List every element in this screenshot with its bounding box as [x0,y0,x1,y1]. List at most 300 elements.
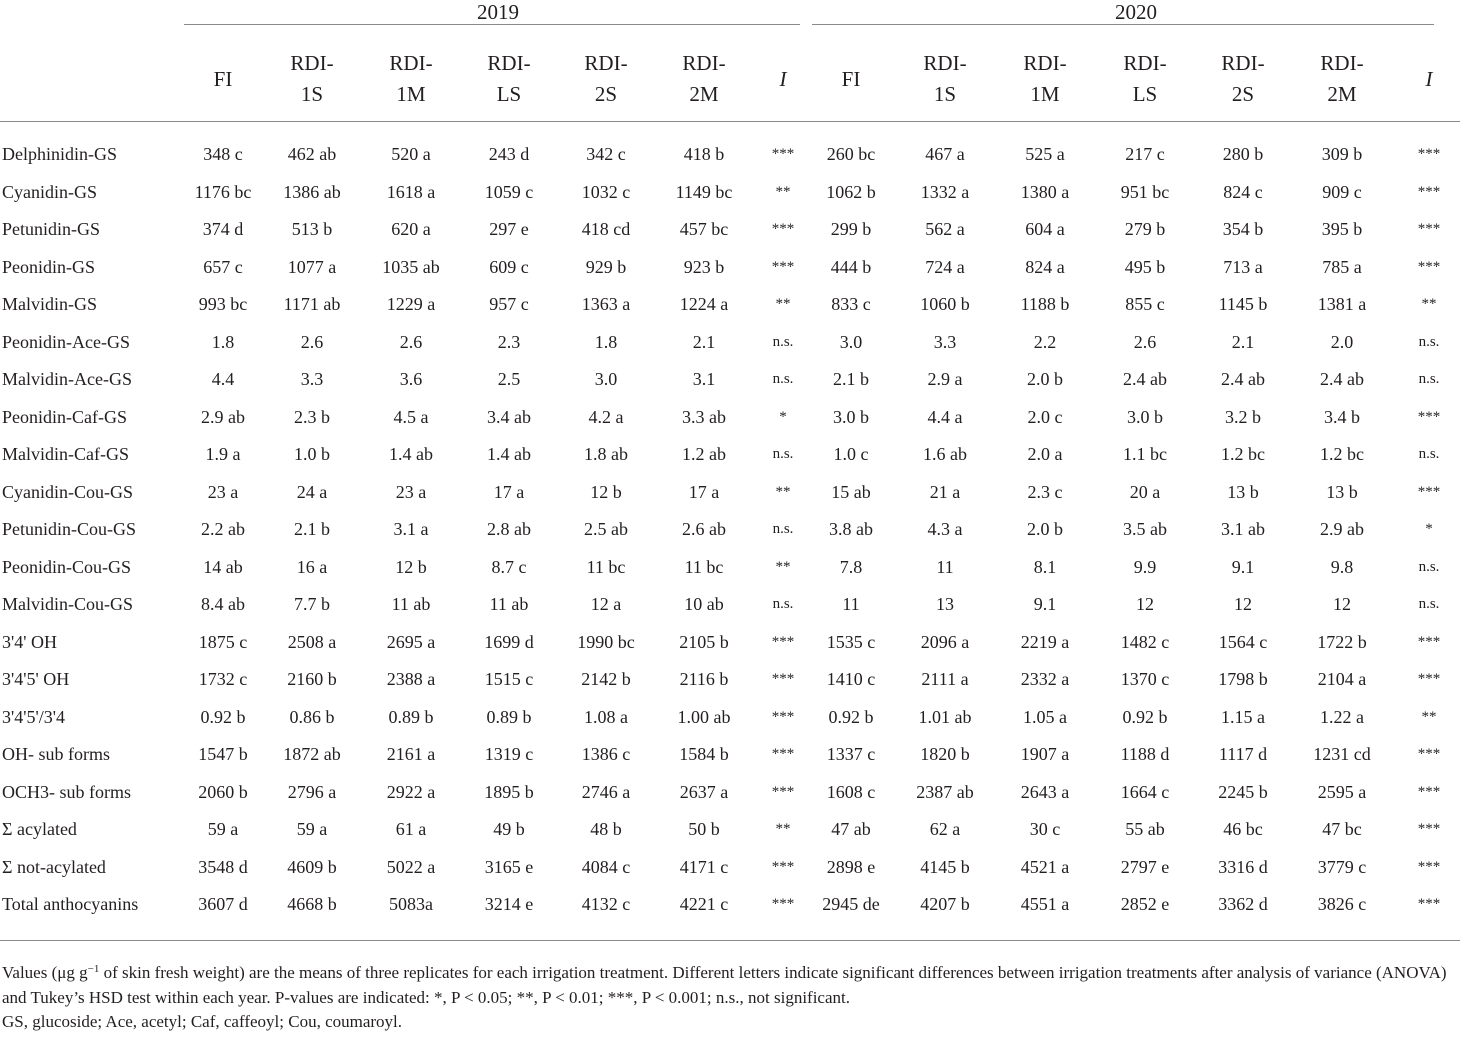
significance-cell: n.s. [1418,596,1440,613]
value-cell: 48 b [590,819,622,840]
value-cell: 2.6 [399,331,423,352]
value-cell: 9.1 [1033,594,1057,615]
footnote-abbreviations: GS, glucoside; Ace, acetyl; Caf, caffeoyl; Cou, coumaroyl. [2,1012,403,1031]
value-cell: 1722 b [1317,631,1367,652]
value-cell: 2.3 b [294,406,330,427]
significance-cell: ** [775,558,791,575]
column-header-line: RDI- [1023,51,1067,75]
significance-cell: n.s. [772,333,794,350]
value-cell: 4084 c [581,856,631,877]
value-cell: 4521 a [1020,856,1070,877]
value-cell: 1.2 bc [1221,444,1265,465]
column-header-line: RDI- [290,51,334,75]
value-cell: 824 c [1223,181,1263,202]
value-cell: 562 a [925,219,965,240]
value-cell: 1.8 [594,331,618,352]
value-cell: 1231 cd [1313,744,1371,765]
value-cell: 11 bc [684,556,724,577]
value-cell: 609 c [489,256,529,277]
value-cell: 1032 c [581,181,631,202]
value-cell: 923 b [683,256,725,277]
value-cell: 3.4 b [1324,406,1360,427]
value-cell: 13 b [1227,481,1259,502]
year-2020-label: 2020 [1115,0,1157,24]
value-cell: 1.15 a [1221,706,1265,727]
value-cell: 929 b [585,256,627,277]
column-header-2020-3 [1090,37,1200,122]
row-label: Cyanidin-GS [2,181,98,202]
value-cell: 1820 b [920,744,970,765]
significance-cell: n.s. [772,596,794,613]
value-cell: 3316 d [1218,856,1268,877]
value-cell: 4207 b [920,894,970,915]
significance-cell: *** [1417,858,1441,875]
value-cell: 50 b [688,819,720,840]
value-cell: 3.3 [300,369,324,390]
value-cell: 3.0 [594,369,618,390]
value-cell: 279 b [1124,219,1166,240]
significance-cell: *** [771,671,795,688]
value-cell: 724 a [925,256,965,277]
value-cell: 2142 b [581,669,631,690]
value-cell: 1410 c [826,669,876,690]
value-cell: 59 a [296,819,328,840]
value-cell: 2695 a [386,631,436,652]
value-cell: 1.4 ab [389,444,433,465]
value-cell: 243 d [488,144,530,165]
value-cell: 11 ab [489,594,529,615]
value-cell: 9.1 [1231,556,1255,577]
value-cell: 1.22 a [1320,706,1364,727]
significance-cell: *** [1417,221,1441,238]
value-cell: 1.0 c [833,444,869,465]
value-cell: 1482 c [1120,631,1170,652]
table-row [0,736,1460,774]
significance-cell: ** [775,821,791,838]
column-header-2019-3 [460,37,558,122]
value-cell: 3.2 b [1225,406,1261,427]
value-cell: 2105 b [679,631,729,652]
value-cell: 4132 c [581,894,631,915]
table-row [0,886,1460,924]
value-cell: 4171 c [679,856,729,877]
significance-cell: *** [1417,671,1441,688]
value-cell: 2.9 ab [201,406,245,427]
table-row [0,361,1460,399]
value-cell: 1732 c [198,669,248,690]
value-cell: 2.9 a [927,369,963,390]
row-label: Peonidin-Cou-GS [2,556,132,577]
value-cell: 1515 c [484,669,534,690]
value-cell: 1060 b [920,294,970,315]
table-row [0,699,1460,737]
value-cell: 11 [936,556,954,577]
value-cell: 3826 c [1317,894,1367,915]
value-cell: 12 [1234,594,1252,615]
value-cell: 309 b [1321,144,1363,165]
value-cell: 2922 a [386,781,436,802]
value-cell: 2.0 b [1027,369,1063,390]
value-cell: 299 b [830,219,872,240]
value-cell: 217 c [1125,144,1165,165]
table-row [0,399,1460,437]
value-cell: 2111 a [921,669,969,690]
value-cell: 1171 ab [283,294,341,315]
row-label: Peonidin-Ace-GS [2,331,130,352]
significance-cell: *** [1417,896,1441,913]
value-cell: 2060 b [198,781,248,802]
value-cell: 2.2 ab [201,519,245,540]
table-row [0,211,1460,249]
value-cell: 9.9 [1133,556,1157,577]
value-cell: 3.0 b [1127,406,1163,427]
column-header-line: I [1425,66,1433,91]
significance-cell: *** [771,783,795,800]
value-cell: 2.4 ab [1123,369,1167,390]
value-cell: 1.08 a [584,706,628,727]
significance-cell: ** [775,183,791,200]
row-label: Malvidin-GS [2,294,98,315]
significance-cell: *** [771,258,795,275]
value-cell: 1380 a [1020,181,1070,202]
value-cell: 2643 a [1020,781,1070,802]
value-cell: 13 b [1326,481,1358,502]
significance-cell: ** [1421,296,1437,313]
value-cell: 2637 a [679,781,729,802]
value-cell: 24 a [296,481,328,502]
value-cell: 20 a [1129,481,1161,502]
value-cell: 3.3 [933,331,957,352]
significance-cell: *** [771,633,795,650]
value-cell: 3362 d [1218,894,1268,915]
value-cell: 2.4 ab [1221,369,1265,390]
value-cell: 11 [842,594,860,615]
significance-cell: ** [775,483,791,500]
value-cell: 23 a [395,481,427,502]
value-cell: 2.1 [692,331,716,352]
column-header-2020-2 [1000,37,1090,122]
value-cell: 7.8 [839,556,863,577]
row-label: Petunidin-GS [2,219,101,240]
value-cell: 951 bc [1120,181,1170,202]
value-cell: 15 ab [831,481,871,502]
value-cell: 2.4 ab [1320,369,1364,390]
value-cell: 1370 c [1120,669,1170,690]
column-header-line: 2S [594,82,618,106]
column-header-line: 2S [1231,82,1255,106]
value-cell: 1062 b [826,181,876,202]
value-cell: 2797 e [1120,856,1170,877]
value-cell: 1.00 ab [677,706,731,727]
value-cell: 0.92 b [828,706,874,727]
value-cell: 16 a [296,556,328,577]
significance-cell: * [779,408,787,425]
value-cell: 8.7 c [491,556,527,577]
footnote-values: Values (μg $g^{-1}$ of skin fresh weight) are the means of three replicates for each irrigation treatment. Different letters indicate significant differences between irrigation treatments after analysis of variance (ANOVA) and Tukey’s HSD test within each year. P-values are indicated: *, P < 0.05; **, P < 0.01; ***, P < 0.001; n.s., not significant. [2,963,1447,1007]
value-cell: 1699 d [484,631,534,652]
value-cell: 11 ab [391,594,431,615]
table-row [0,136,1460,174]
value-cell: 4668 b [287,894,337,915]
value-cell: 1.01 ab [918,706,972,727]
column-header-line: 1M [396,82,426,106]
value-cell: 47 ab [831,819,871,840]
value-cell: 3.4 ab [487,406,531,427]
value-cell: 1.8 ab [584,444,628,465]
row-label: Peonidin-GS [2,256,96,277]
row-label: OH- sub forms [2,744,110,765]
significance-cell: *** [771,708,795,725]
column-header-line: RDI- [389,51,433,75]
value-cell: 3.1 [692,369,716,390]
row-label: Σ acylated [2,819,77,840]
value-cell: 824 a [1025,256,1065,277]
value-cell: 2.1 b [294,519,330,540]
column-header-2019-1 [262,37,362,122]
value-cell: 13 [936,594,954,615]
column-header-line: 1S [300,82,324,106]
year-2020-rule [812,24,1434,25]
value-cell: 2.0 b [1027,519,1063,540]
column-header-2019-2 [362,37,460,122]
value-cell: 21 a [929,481,961,502]
significance-cell: *** [771,858,795,875]
value-cell: 1584 b [679,744,729,765]
column-header-line: FI [213,66,233,91]
value-cell: 495 b [1124,256,1166,277]
value-cell: 2945 de [822,894,880,915]
significance-cell: *** [1417,746,1441,763]
significance-cell: n.s. [1418,558,1440,575]
value-cell: 2160 b [287,669,337,690]
value-cell: 2.5 [497,369,521,390]
value-cell: 0.92 b [1122,706,1168,727]
significance-cell: n.s. [1418,371,1440,388]
value-cell: 4.4 [211,369,235,390]
table-row [0,624,1460,662]
value-cell: 2387 ab [916,781,974,802]
table-row [0,661,1460,699]
column-header-line: 2M [689,82,719,106]
value-cell: 12 a [590,594,622,615]
significance-cell: * [1425,521,1433,538]
significance-cell: *** [771,746,795,763]
value-cell: 2104 a [1317,669,1367,690]
column-header-2020-1 [890,37,1000,122]
column-header-line: FI [841,66,861,91]
value-cell: 2.5 ab [584,519,628,540]
row-label: Malvidin-Caf-GS [2,444,129,465]
value-cell: 23 a [207,481,239,502]
value-cell: 520 a [391,144,431,165]
column-header-line: 2M [1327,82,1357,106]
value-cell: 30 c [1029,819,1061,840]
value-cell: 1875 c [198,631,248,652]
value-cell: 5022 a [386,856,436,877]
value-cell: 2.0 a [1027,444,1063,465]
row-label: 3'4'5' OH [2,669,70,690]
value-cell: 4609 b [287,856,337,877]
column-header-line: RDI- [1320,51,1364,75]
value-cell: 9.8 [1330,556,1354,577]
value-cell: 0.89 b [486,706,532,727]
column-header-line: 1M [1030,82,1060,106]
value-cell: 1035 ab [382,256,440,277]
value-cell: 2595 a [1317,781,1367,802]
value-cell: 2116 b [679,669,729,690]
significance-cell: n.s. [1418,333,1440,350]
value-cell: 62 a [929,819,961,840]
value-cell: 1188 d [1120,744,1170,765]
row-label: Total anthocyanins [2,894,139,915]
value-cell: 855 c [1125,294,1165,315]
value-cell: 260 bc [826,144,876,165]
value-cell: 5083a [389,894,433,915]
column-header-line: RDI- [1221,51,1265,75]
value-cell: 1664 c [1120,781,1170,802]
value-cell: 1332 a [920,181,970,202]
value-cell: 4551 a [1020,894,1070,915]
value-cell: 47 bc [1322,819,1362,840]
value-cell: 59 a [207,819,239,840]
value-cell: 1188 b [1020,294,1070,315]
value-cell: 1907 a [1020,744,1070,765]
value-cell: 374 d [202,219,244,240]
value-cell: 280 b [1222,144,1264,165]
column-header-line: RDI- [487,51,531,75]
value-cell: 0.86 b [289,706,335,727]
table-row [0,774,1460,812]
significance-cell: *** [771,896,795,913]
value-cell: 1.05 a [1023,706,1067,727]
value-cell: 1798 b [1218,669,1268,690]
value-cell: 2219 a [1020,631,1070,652]
significance-cell: *** [1417,183,1441,200]
value-cell: 2.2 [1033,331,1057,352]
column-header-line: 1S [933,82,957,106]
value-cell: 1176 bc [194,181,252,202]
value-cell: 462 ab [287,144,337,165]
value-cell: 957 c [489,294,529,315]
value-cell: 49 b [493,819,525,840]
value-cell: 2388 a [386,669,436,690]
column-header-2020-5 [1286,37,1398,122]
value-cell: 348 c [203,144,243,165]
value-cell: 1.2 ab [682,444,726,465]
significance-cell: *** [771,221,795,238]
row-label: Petunidin-Cou-GS [2,519,137,540]
value-cell: 1224 a [679,294,729,315]
value-cell: 4145 b [920,856,970,877]
table-row [0,436,1460,474]
significance-cell: *** [1417,783,1441,800]
value-cell: 713 a [1223,256,1263,277]
value-cell: 1363 a [581,294,631,315]
table-bottom-rule [0,924,1460,941]
table-row [0,586,1460,624]
year-header-row [0,0,1460,25]
value-cell: 4.2 a [588,406,624,427]
value-cell: 1386 c [581,744,631,765]
value-cell: 11 bc [586,556,626,577]
table-row [0,286,1460,324]
value-cell: 2.0 [1330,331,1354,352]
value-cell: 7.7 b [294,594,330,615]
value-cell: 3214 e [484,894,534,915]
column-header-2019-5 [654,37,754,122]
value-cell: 444 b [830,256,872,277]
value-cell: 1618 a [386,181,436,202]
significance-cell: *** [1417,146,1441,163]
significance-cell: ** [775,296,791,313]
column-header-line: RDI- [584,51,628,75]
year-2019-rule [184,24,800,25]
column-header-2019-6 [754,37,812,122]
significance-cell: *** [1417,408,1441,425]
value-cell: 620 a [391,219,431,240]
value-cell: 1077 a [287,256,337,277]
value-cell: 17 a [493,481,525,502]
table-row [0,849,1460,887]
year-2020-header [812,0,1460,25]
value-cell: 4.5 a [393,406,429,427]
value-cell: 657 c [203,256,243,277]
row-label: Cyanidin-Cou-GS [2,481,134,502]
value-cell: 3.8 ab [829,519,873,540]
value-cell: 1386 ab [283,181,341,202]
value-cell: 4221 c [679,894,729,915]
value-cell: 2.3 [497,331,521,352]
value-cell: 1.6 ab [923,444,967,465]
value-cell: 2508 a [287,631,337,652]
value-cell: 1535 c [826,631,876,652]
table-footnotes [2,961,1458,1035]
table-row [0,549,1460,587]
value-cell: 1337 c [826,744,876,765]
value-cell: 2245 b [1218,781,1268,802]
value-cell: 418 cd [581,219,631,240]
value-cell: 1.4 ab [487,444,531,465]
value-cell: 1547 b [198,744,248,765]
significance-cell: *** [1417,633,1441,650]
value-cell: 2161 a [386,744,436,765]
value-cell: 1319 c [484,744,534,765]
value-cell: 3.3 ab [682,406,726,427]
value-cell: 1.9 a [205,444,241,465]
value-cell: 2.0 c [1027,406,1063,427]
value-cell: 1895 b [484,781,534,802]
table-row [0,174,1460,212]
significance-cell: *** [1417,258,1441,275]
value-cell: 12 b [395,556,427,577]
value-cell: 55 ab [1125,819,1165,840]
value-cell: 993 bc [198,294,248,315]
value-cell: 467 a [925,144,965,165]
value-cell: 12 [1333,594,1351,615]
value-cell: 1872 ab [283,744,341,765]
value-cell: 17 a [688,481,720,502]
column-header-line: RDI- [923,51,967,75]
value-cell: 2.6 ab [682,519,726,540]
value-cell: 2.1 b [833,369,869,390]
value-cell: 833 c [831,294,871,315]
significance-cell: *** [1417,483,1441,500]
value-cell: 12 b [590,481,622,502]
row-label: 3'4'5'/3'4 [2,706,65,727]
value-cell: 2.1 [1231,331,1255,352]
row-label: Malvidin-Cou-GS [2,594,134,615]
value-cell: 0.92 b [200,706,246,727]
